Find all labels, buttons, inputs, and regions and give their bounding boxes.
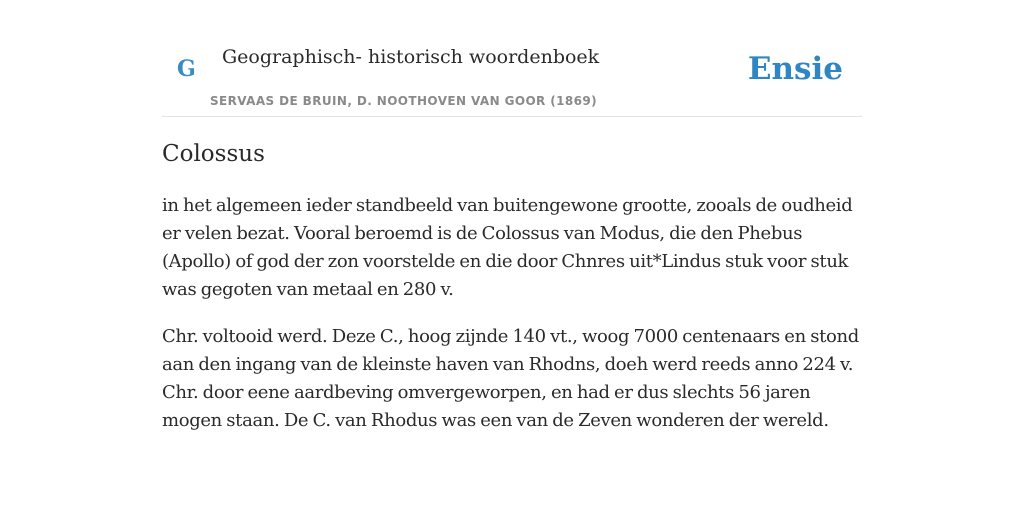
book-authors: SERVAAS DE BRUIN, D. NOOTHOVEN VAN GOOR (1869) [210, 94, 598, 108]
ensie-logo-link[interactable]: Ensie [747, 51, 843, 87]
page-container [162, 0, 862, 431]
entry-body [162, 192, 862, 454]
entry-paragraph: in het algemeen ieder standbeeld van buitengewone grootte, zooals de oudheid er velen bezat. Vooral beroemd is de Colossus van Modus, die den Phebus (Apollo) of god der zon voorstelde en die door Chnres uit*Lindus stuk voor stuk was gegoten van metaal en 280 v. [162, 195, 853, 300]
book-letter-badge[interactable]: G [177, 56, 196, 82]
book-header [162, 0, 862, 117]
book-title-link[interactable]: Geographisch- historisch woordenboek [222, 46, 600, 68]
entry-title: Colossus [162, 141, 265, 167]
entry-paragraph: Chr. voltooid werd. Deze C., hoog zijnde 140 vt., woog 7000 centenaars en stond aan den ingang van de kleinste haven van Rhodns, doeh werd reeds anno 224 v. Chr. door eene aardbeving omvergeworpen, en had er dus slechts 56 jaren mogen staan. De C. van Rhodus was een van de Zeven wonderen der wereld. [162, 326, 859, 431]
